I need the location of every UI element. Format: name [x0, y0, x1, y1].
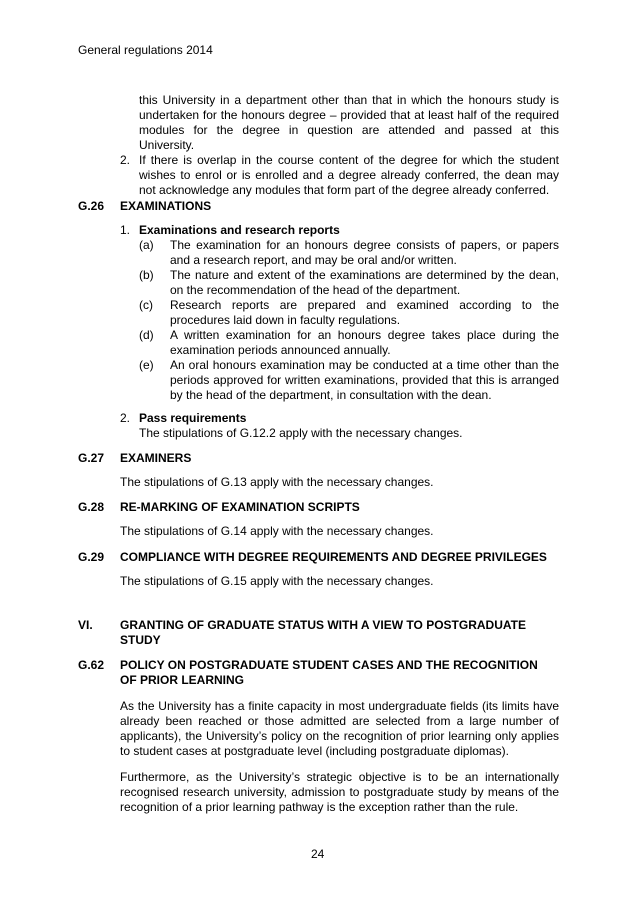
section-title-g26: EXAMINATIONS [120, 199, 212, 213]
g26-e-line-3: by the head of the department, in consultation with the dean. [170, 388, 492, 402]
section-code-g62: G.62 [78, 658, 105, 672]
cont-line-4: University. [139, 138, 195, 152]
running-header: General regulations 2014 [78, 43, 213, 57]
g26-item2-title: Pass requirements [139, 411, 247, 425]
g26-item2-number: 2. [120, 411, 131, 425]
g62-para1-line-4: to student cases at postgraduate level (including postgraduate diplomas). [120, 744, 509, 758]
g26-item1-number: 1. [120, 223, 131, 237]
g26-a-label: (a) [139, 238, 154, 252]
g62-para2-line-3: recognition of a prior learning pathway is the exception rather than the rule. [120, 800, 519, 814]
cont-item2-line-3: not acknowledge any modules that form part of the degree already conferred. [139, 183, 550, 197]
g26-a-line-2: and a research report, and may be oral and/or written. [170, 253, 457, 267]
g26-item1-title: Examinations and research reports [139, 223, 340, 237]
g62-para2-line-2: recognised research university, admission to postgraduate study by means of the [120, 785, 559, 799]
cont-item-number: 2. [120, 153, 131, 167]
g26-e-label: (e) [139, 358, 154, 372]
g26-b-line-2: on the recommendation of the head of the department. [170, 283, 461, 297]
g26-b-line-1: The nature and extent of the examinations are determined by the dean, [170, 268, 559, 282]
section-code-g26: G.26 [78, 199, 105, 213]
section-title-g28: RE-MARKING OF EXAMINATION SCRIPTS [120, 500, 360, 514]
g26-d-label: (d) [139, 328, 154, 342]
g26-a-line-1: The examination for an honours degree consists of papers, or papers [170, 238, 559, 252]
cont-item2-line-2: wishes to enrol or is enrolled and a degree already conferred, the dean may [139, 168, 559, 182]
g26-c-line-1: Research reports are prepared and examined according to the [170, 298, 559, 312]
g62-para2-line-1: Furthermore, as the University’s strategic objective is to be an internationally [120, 770, 559, 784]
cont-line-2: undertaken for the honours degree – provided that at least half of the required [139, 108, 559, 122]
g62-para1-line-3: applicants), the University’s policy on the recognition of prior learning only applies [120, 729, 559, 743]
part-code-vi: VI. [78, 618, 93, 632]
g26-b-label: (b) [139, 268, 154, 282]
g28-text: The stipulations of G.14 apply with the necessary changes. [120, 524, 434, 538]
cont-line-1: this University in a department other than that in which the honours study is [139, 93, 559, 107]
g62-para1-line-1: As the University has a finite capacity in most undergraduate fields (its limits have [120, 699, 559, 713]
part-title-vi-line-2: STUDY [120, 633, 161, 647]
g26-d-line-2: examination periods announced annually. [170, 343, 391, 357]
part-title-vi-line-1: GRANTING OF GRADUATE STATUS WITH A VIEW TO POSTGRADUATE [120, 618, 526, 632]
section-code-g28: G.28 [78, 500, 105, 514]
section-title-g62-line-2: OF PRIOR LEARNING [120, 673, 245, 687]
g26-e-line-2: periods approved for written examinations, provided that this is arranged [170, 373, 559, 387]
g27-text: The stipulations of G.13 apply with the necessary changes. [120, 475, 434, 489]
section-code-g27: G.27 [78, 451, 105, 465]
cont-item2-line-1: If there is overlap in the course content of the degree for which the student [139, 153, 559, 167]
g62-para1-line-2: already been reached or those admitted are selected from a large number of [120, 714, 559, 728]
section-title-g27: EXAMINERS [120, 451, 192, 465]
g29-text: The stipulations of G.15 apply with the necessary changes. [120, 574, 434, 588]
g26-c-label: (c) [139, 298, 153, 312]
g26-e-line-1: An oral honours examination may be conducted at a time other than the [170, 358, 559, 372]
g26-item2-text: The stipulations of G.12.2 apply with the necessary changes. [139, 426, 463, 440]
cont-line-3: modules for the degree in question are attended and passed at this [139, 123, 559, 137]
page-number: 24 [311, 847, 325, 861]
g26-c-line-2: procedures laid down in faculty regulations. [170, 313, 401, 327]
g26-d-line-1: A written examination for an honours degree takes place during the [170, 328, 559, 342]
section-title-g62-line-1: POLICY ON POSTGRADUATE STUDENT CASES AND THE RECOGNITION [120, 658, 538, 672]
section-title-g29: COMPLIANCE WITH DEGREE REQUIREMENTS AND DEGREE PRIVILEGES [120, 550, 547, 564]
section-code-g29: G.29 [78, 550, 105, 564]
